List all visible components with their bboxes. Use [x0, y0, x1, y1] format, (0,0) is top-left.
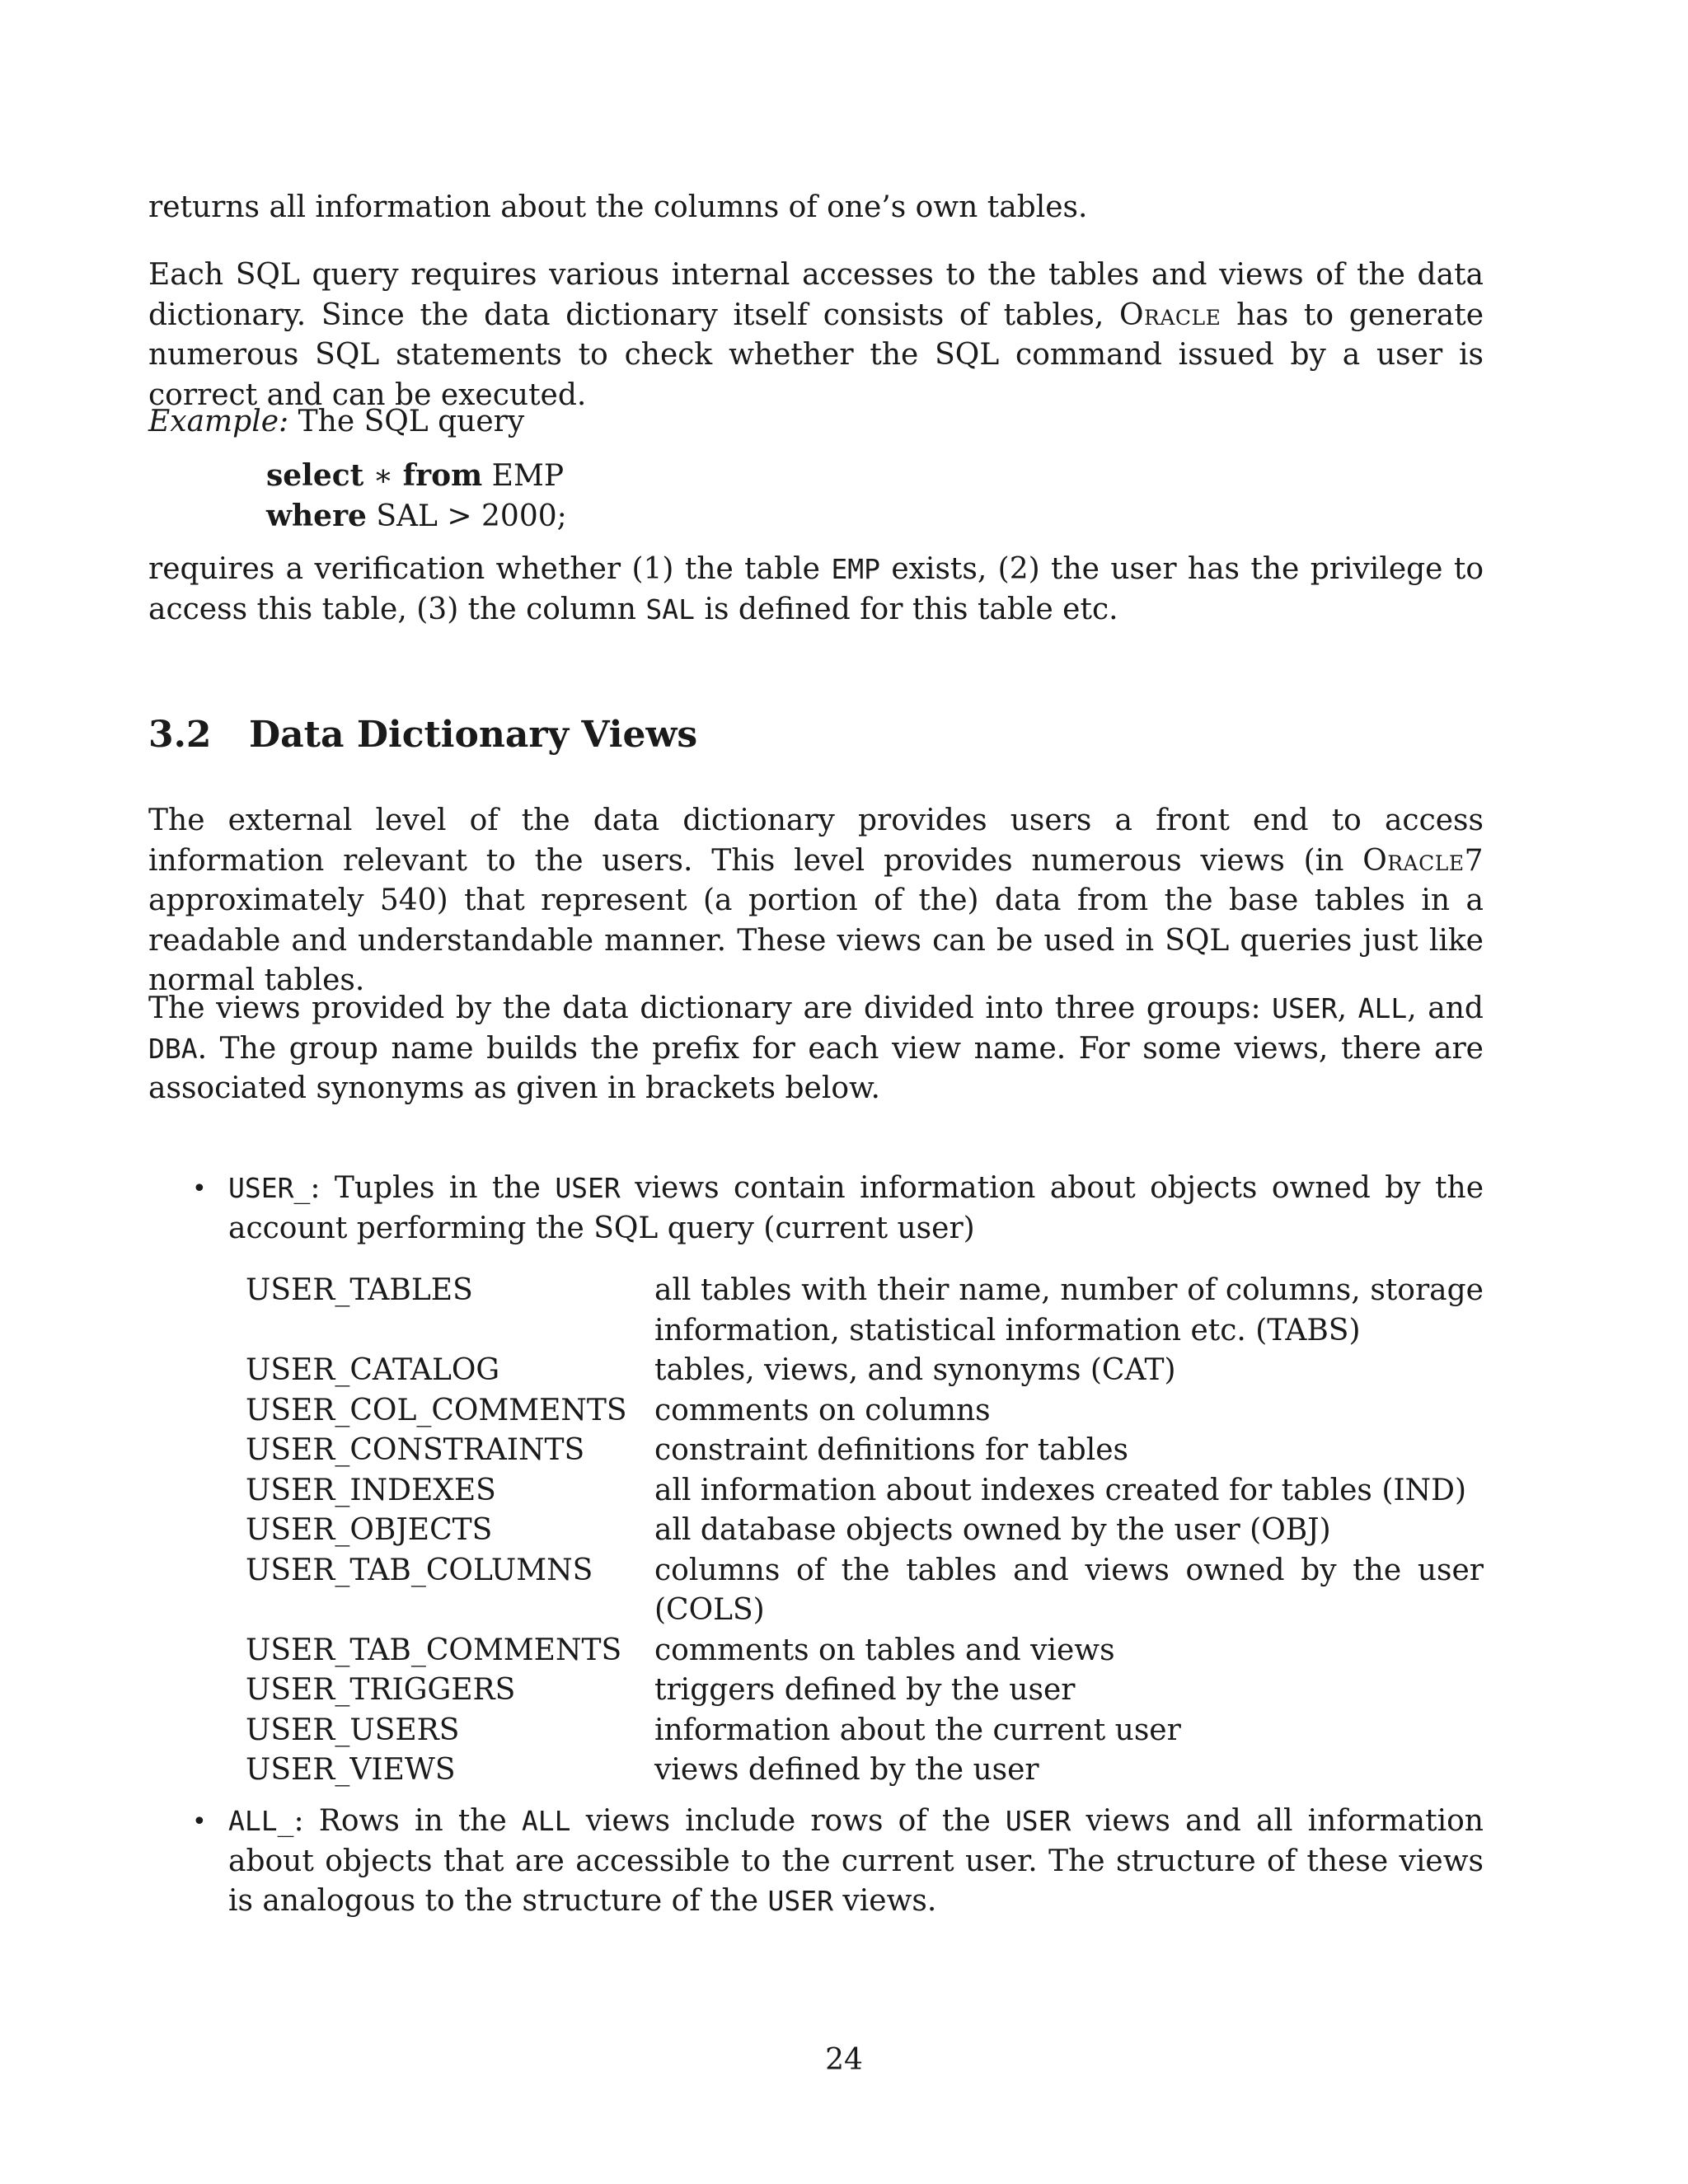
oracle-name: Oracle: [1119, 298, 1221, 332]
code-user: USER: [555, 1172, 621, 1204]
code-user-3: USER: [767, 1885, 833, 1917]
intro-text: returns all information about the columns of one’s own tables.: [148, 190, 1088, 224]
bullet-all-text-c: views and all information about objects that are accessible to the current user. The structure of these views is analogous to the structure of the: [228, 1804, 1484, 1918]
p3-text-a: The external level of the data dictionary provides users a front end to access information relevant to the users. This level provides numerous views (in: [148, 804, 1484, 878]
view-name: USER_CONSTRAINTS: [246, 1433, 585, 1467]
view-name: USER_OBJECTS: [246, 1513, 493, 1547]
view-name: USER_TAB_COMMENTS: [246, 1633, 622, 1667]
view-name: USER_COL_COMMENTS: [246, 1393, 627, 1427]
code-emp: EMP: [831, 553, 880, 585]
kw-from: from: [402, 458, 483, 493]
bullet-user-views: [228, 1169, 1484, 1249]
user-views-body: [246, 1271, 1484, 1791]
view-name: USER_TRIGGERS: [246, 1673, 516, 1707]
code-line-2: [266, 496, 567, 537]
p2-text-b: exists, (2) the user has the privilege to access this table, (3) the column: [148, 552, 1484, 626]
table-row: [246, 1631, 1484, 1671]
kw-select: select: [266, 458, 364, 493]
example-label: Example:: [148, 405, 289, 438]
view-description: all information about indexes created for tables (IND): [654, 1473, 1467, 1507]
table-row: [246, 1391, 1484, 1432]
code-sal: SAL: [645, 593, 695, 626]
section-heading: [148, 712, 697, 758]
bullet-user-marker: •: [192, 1174, 207, 1203]
table-row: [246, 1431, 1484, 1471]
example-text: The SQL query: [288, 405, 525, 438]
view-description: all tables with their name, number of columns, storage information, statistical information etc. (TABS): [654, 1273, 1484, 1347]
p4-text-a: The views provided by the data dictionary are divided into three groups:: [148, 991, 1273, 1025]
table-row: [246, 1750, 1484, 1791]
paragraph-verification: [148, 550, 1484, 630]
code-line-1: [266, 456, 567, 496]
bullet-all-text-a: : Rows in the: [293, 1804, 522, 1838]
kw-where: where: [266, 499, 367, 533]
paragraph-view-groups: [148, 989, 1484, 1109]
intro-line: [148, 188, 1484, 228]
view-description: information about the current user: [654, 1713, 1181, 1747]
table-row: [246, 1671, 1484, 1711]
view-name: USER_INDEXES: [246, 1473, 496, 1507]
view-description: comments on columns: [654, 1393, 991, 1427]
view-description: triggers defined by the user: [654, 1673, 1076, 1707]
table-row: [246, 1471, 1484, 1511]
bullet-all-marker: •: [192, 1807, 207, 1836]
bullet-all-views: [228, 1802, 1484, 1922]
table-row: [246, 1271, 1484, 1351]
p2-text-a: requires a verification whether (1) the table: [148, 552, 832, 586]
paragraph-internal-accesses: [148, 255, 1484, 415]
section-title: Data Dictionary Views: [249, 714, 698, 756]
view-description: comments on tables and views: [654, 1633, 1115, 1667]
p3-text-b: approximately 540) that represent (a portion of the) data from the base tables in a readable and understandable manner. These views can be used in SQL queries just like normal tables.: [148, 883, 1484, 997]
code-all-group: ALL: [1357, 992, 1408, 1024]
p4-text-b: . The group name builds the prefix for each view name. For some views, there are associated synonyms as given in brackets below.: [148, 1031, 1484, 1105]
view-description: all database objects owned by the user (OBJ): [654, 1513, 1331, 1547]
p1-text-b: has to generate numerous SQL statements to check whether the SQL command issued by a user is correct and can be executed.: [148, 298, 1484, 412]
view-name: USER_VIEWS: [246, 1753, 456, 1787]
p2-text-c: is defined for this table etc.: [695, 592, 1118, 626]
view-description: views defined by the user: [654, 1753, 1039, 1787]
code-user-2: USER: [1005, 1805, 1071, 1837]
code-all: ALL: [521, 1805, 571, 1837]
code-user-group: USER: [1272, 992, 1338, 1024]
page-number: 24: [825, 2043, 863, 2077]
view-name: USER_USERS: [246, 1713, 460, 1747]
bullet-user-text-a: : Tuples in the: [310, 1171, 556, 1205]
view-description: tables, views, and synonyms (CAT): [654, 1353, 1176, 1387]
view-name: USER_CATALOG: [246, 1353, 500, 1387]
bullet-all-text-b: views include rows of the: [570, 1804, 1006, 1838]
code-condition: SAL > 2000;: [366, 499, 567, 533]
bullet-user-text-b: views contain information about objects owned by the account performing the SQL query (current user): [228, 1171, 1484, 1245]
table-row: [246, 1511, 1484, 1551]
view-description: constraint definitions for tables: [654, 1433, 1128, 1467]
example-line: [148, 402, 1484, 443]
code-asterisk: ∗: [363, 459, 403, 493]
code-dba-group: DBA: [148, 1032, 198, 1065]
p4-sep-2: , and: [1407, 991, 1484, 1025]
code-table: EMP: [482, 459, 565, 493]
p1-text-a: Each SQL query requires various internal accesses to the tables and views of the data dictionary. Since the data dictionary itself consists of tables,: [148, 258, 1484, 332]
paragraph-external-level: [148, 801, 1484, 1001]
section-number: 3.2: [148, 714, 212, 756]
view-name: USER_TAB_COLUMNS: [246, 1553, 593, 1587]
table-row: [246, 1351, 1484, 1391]
p4-sep-1: ,: [1337, 991, 1358, 1025]
sql-code-block: [266, 456, 567, 537]
view-description: columns of the tables and views owned by the user (COLS): [654, 1553, 1484, 1627]
table-row: [246, 1711, 1484, 1751]
code-all-prefix: ALL_: [228, 1805, 294, 1837]
code-user-prefix: USER_: [228, 1172, 311, 1204]
user-views-table: [246, 1271, 1484, 1791]
oracle7-name: Oracle7: [1362, 843, 1484, 878]
table-row: [246, 1551, 1484, 1631]
view-name: USER_TABLES: [246, 1273, 473, 1307]
bullet-all-text-d: views.: [832, 1884, 937, 1918]
